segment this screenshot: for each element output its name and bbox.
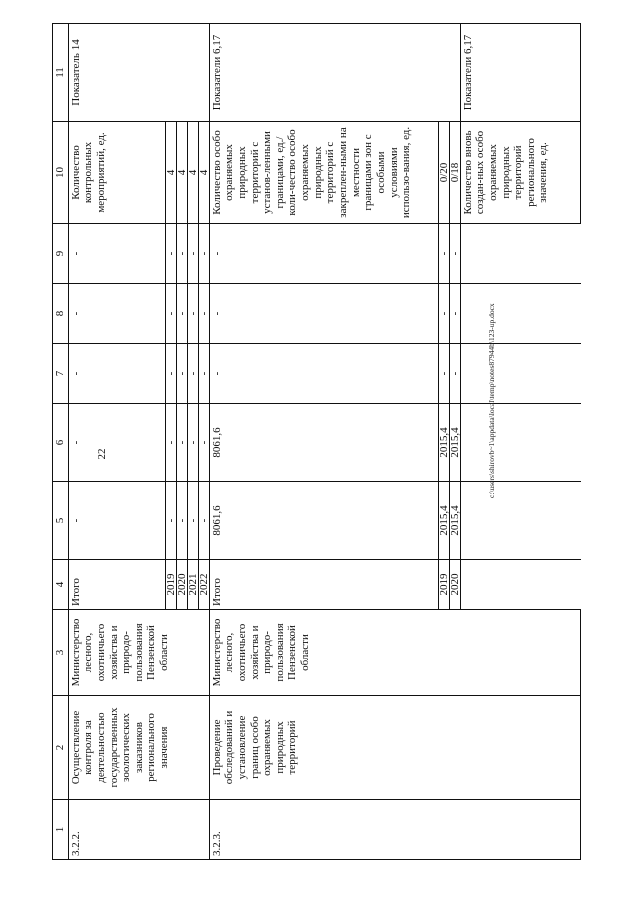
empty-cell [460,224,581,284]
indicator-reference: Показатель 14 [68,24,209,122]
indicator-name: Количество вновь создан-ных особо охраняемых природных территорий регионального значения, ед. [460,122,581,224]
value-cell: - [449,344,460,404]
activity-name: Осуществление контроля за деятельностью государственных зоологических заказников регионального значения [68,696,209,800]
header-cell-9: 9 [53,224,69,284]
value-cell: - [165,224,176,284]
value-cell: 2015,4 [438,404,449,482]
table-row [209,24,438,860]
value-cell: - [176,224,187,284]
value-cell: - [165,404,176,482]
value-cell: - [209,224,438,284]
indicator-name: Количество контрольных мероприятий, ед. [68,122,165,224]
indicator-reference: Показатели 6,17 [209,24,460,122]
file-path-footer: c:\users\shirovb~1\appdata\local\temp\notes87944b\123-up.docx [487,303,496,498]
header-cell-5: 5 [53,482,69,560]
value-cell: - [68,344,165,404]
year-cell: 2020 [449,560,460,610]
value-cell: - [438,224,449,284]
value-cell: - [209,284,438,344]
header-cell-2: 2 [53,696,69,800]
value-cell: - [438,284,449,344]
value-cell: - [187,224,198,284]
value-cell: - [68,224,165,284]
value-cell: - [68,284,165,344]
value-cell: 8061,6 [209,404,438,482]
value-cell: - [165,482,176,560]
value-cell: - [187,482,198,560]
value-cell: - [438,344,449,404]
value-cell: - [449,224,460,284]
header-cell-8: 8 [53,284,69,344]
indicator-value: 4 [165,122,176,224]
header-cell-6: 6 [53,404,69,482]
indicator-value: 4 [176,122,187,224]
value-cell: 2015,4 [438,482,449,560]
header-cell-10: 10 [53,122,69,224]
value-cell: - [165,284,176,344]
indicator-value: 4 [198,122,209,224]
activity-executor: Министерство лесного, охотничьего хозяйства и природо-пользования Пензенской области [209,610,581,696]
value-cell: - [68,482,165,560]
empty-cell [460,404,581,482]
header-cell-11: 11 [53,24,69,122]
page-number: 22 [96,448,108,460]
value-cell: - [176,344,187,404]
activity-executor: Министерство лесного, охотничьего хозяйства и природо-пользования Пензенской области [68,610,209,696]
activity-number: 3.2.3. [209,800,581,860]
activity-name: Проведение обследований и установление границ особо охраняемых природных территорий [209,696,581,800]
value-cell: - [187,344,198,404]
year-cell: 2020 [176,560,187,610]
value-cell: - [209,344,438,404]
value-cell: - [449,284,460,344]
value-cell: - [198,344,209,404]
header-cell-7: 7 [53,344,69,404]
year-cell: Итого [209,560,438,610]
value-cell: - [165,344,176,404]
program-activities-table-wrap [52,24,577,860]
year-cell: 2022 [198,560,209,610]
empty-cell [460,344,581,404]
value-cell: 8061,6 [209,482,438,560]
indicator-value: 4 [187,122,198,224]
activity-number: 3.2.2. [68,800,209,860]
table-row [68,24,165,860]
value-cell: - [198,284,209,344]
value-cell: - [198,404,209,482]
value-cell: 2015,4 [449,404,460,482]
empty-cell [460,560,581,610]
value-cell: - [198,482,209,560]
header-cell-1: 1 [53,800,69,860]
value-cell: - [187,404,198,482]
program-activities-table [52,23,581,860]
header-row [53,24,69,860]
value-cell: - [176,284,187,344]
value-cell: - [176,482,187,560]
year-cell: 2019 [165,560,176,610]
indicator-value: 0/20 [438,122,449,224]
indicator-name: Количество особо охраняемых природных территорий с установ-ленными границами, ед./коли-чество особо охраняемых природных территорий с закреплен-ными на местности границами зон с особыми условиями использо-вания, ед. [209,122,438,224]
year-cell: 2019 [438,560,449,610]
indicator-reference: Показатели 6,17 [460,24,581,122]
empty-cell [460,482,581,560]
year-cell: Итого [68,560,165,610]
indicator-value: 0/18 [449,122,460,224]
year-cell: 2021 [187,560,198,610]
value-cell: 2015,4 [449,482,460,560]
empty-cell [460,284,581,344]
value-cell: - [198,224,209,284]
value-cell: - [68,404,165,482]
header-cell-4: 4 [53,560,69,610]
header-cell-3: 3 [53,610,69,696]
value-cell: - [187,284,198,344]
value-cell: - [176,404,187,482]
